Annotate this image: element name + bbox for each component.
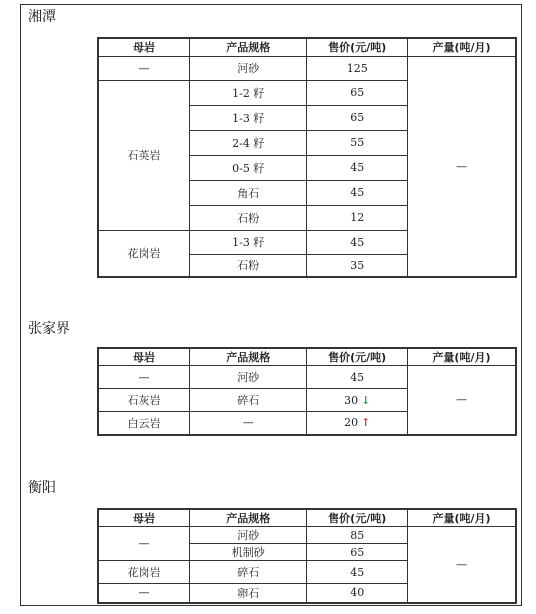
header-spec: 产品规格 xyxy=(190,509,307,527)
price-cell xyxy=(307,412,408,435)
city-title-zhangjiajie: 张家界 xyxy=(28,321,70,337)
spec-cell: 机制砂 xyxy=(190,544,307,561)
price-cell: 85 xyxy=(307,527,408,544)
price-table-zhangjiajie xyxy=(97,347,517,436)
spec-cell: 碎石 xyxy=(190,561,307,584)
rock-cell: 石英岩 xyxy=(98,80,190,230)
price-cell: 55 xyxy=(307,130,408,155)
city-title-hengyang: 衡阳 xyxy=(28,480,56,496)
rock-cell: — xyxy=(98,366,190,389)
price-table-hengyang xyxy=(97,508,517,604)
price-cell: 12 xyxy=(307,205,408,230)
spec-cell: 河砂 xyxy=(190,366,307,389)
price-cell: 65 xyxy=(307,544,408,561)
spec-cell: 卵石 xyxy=(190,584,307,603)
price-cell xyxy=(307,366,408,389)
header-spec: 产品规格 xyxy=(190,348,307,366)
rock-cell: 白云岩 xyxy=(98,412,190,435)
price-cell: 45 xyxy=(307,230,408,254)
rock-cell: 花岗岩 xyxy=(98,561,190,584)
spec-cell: — xyxy=(190,412,307,435)
price-cell: 40 xyxy=(307,584,408,603)
price-cell: 45 xyxy=(307,180,408,205)
price-table-xiangtan xyxy=(97,37,517,278)
header-price: 售价(元/吨) xyxy=(307,38,408,56)
spec-cell: 1-2 籽 xyxy=(190,80,307,105)
spec-cell: 2-4 籽 xyxy=(190,130,307,155)
header-rock: 母岩 xyxy=(98,509,190,527)
spec-cell: 河砂 xyxy=(190,56,307,80)
header-rock: 母岩 xyxy=(98,38,190,56)
output-cell: — xyxy=(407,56,516,277)
down-arrow-icon: ↓ xyxy=(361,393,371,407)
spec-cell: 1-3 籽 xyxy=(190,230,307,254)
spec-cell: 石粉 xyxy=(190,254,307,277)
header-rock: 母岩 xyxy=(98,348,190,366)
header-price: 售价(元/吨) xyxy=(307,348,408,366)
price-cell: 45 xyxy=(307,155,408,180)
spec-cell: 角石 xyxy=(190,180,307,205)
output-cell: — xyxy=(407,366,516,435)
output-cell: — xyxy=(407,527,516,603)
spec-cell: 0-5 籽 xyxy=(190,155,307,180)
header-price: 售价(元/吨) xyxy=(307,509,408,527)
price-cell xyxy=(307,389,408,412)
spec-cell: 石粉 xyxy=(190,205,307,230)
spec-cell: 1-3 籽 xyxy=(190,105,307,130)
price-cell: 45 xyxy=(307,561,408,584)
price-cell: 65 xyxy=(307,80,408,105)
price-value: 30 xyxy=(344,393,359,407)
rock-cell: — xyxy=(98,527,190,561)
price-cell: 125 xyxy=(307,56,408,80)
spec-cell: 碎石 xyxy=(190,389,307,412)
spec-cell: 河砂 xyxy=(190,527,307,544)
price-value: 20 xyxy=(344,416,359,430)
up-arrow-icon: ↑ xyxy=(361,416,371,430)
rock-cell: 石灰岩 xyxy=(98,389,190,412)
price-value: 45 xyxy=(350,370,365,384)
rock-cell: — xyxy=(98,56,190,80)
price-cell: 35 xyxy=(307,254,408,277)
header-output: 产量(吨/月) xyxy=(407,38,516,56)
price-cell: 65 xyxy=(307,105,408,130)
header-spec: 产品规格 xyxy=(190,38,307,56)
city-title-xiangtan: 湘潭 xyxy=(28,9,56,25)
header-output: 产量(吨/月) xyxy=(407,348,516,366)
rock-cell: — xyxy=(98,584,190,603)
rock-cell: 花岗岩 xyxy=(98,230,190,277)
header-output: 产量(吨/月) xyxy=(407,509,516,527)
